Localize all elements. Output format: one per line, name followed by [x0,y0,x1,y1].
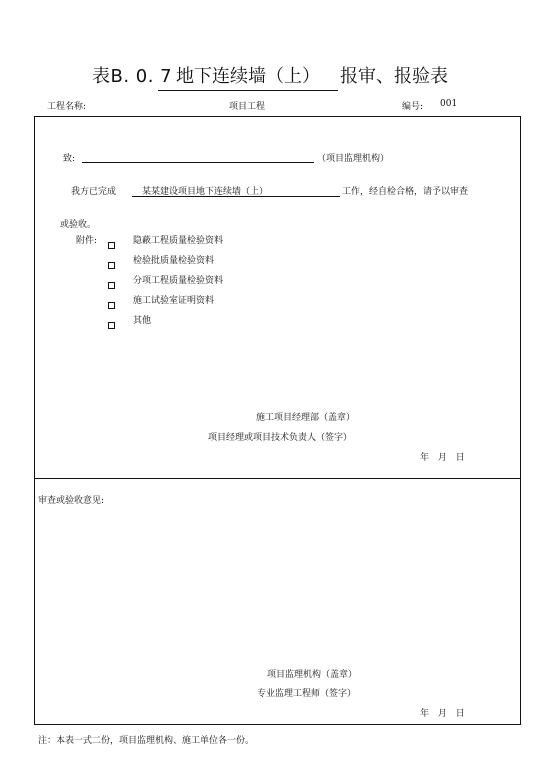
attachment-checkbox[interactable] [108,254,115,273]
attachment-item: 检验批质量检验资料 [133,256,215,266]
attachment-item: 其他 [133,316,152,326]
attachment-checkbox[interactable] [108,314,115,333]
attachment-item: 施工试验室证明资料 [133,296,215,306]
form-title-prefix: 表B. 0. 7 [92,66,173,87]
form-number-value: 001 [440,99,458,109]
attachment-checkbox[interactable] [108,274,115,293]
attachment-checkbox[interactable] [108,234,115,253]
contractor-signature-label: 项目经理或项目技术负责人（签字） [208,433,353,443]
contractor-seal-label: 施工项目经理部（盖章） [256,413,356,423]
supervision-date: 年 月 日 [420,709,465,719]
completed-after: 工作，经自检合格，请予以审查 [342,187,469,197]
form-title-suffix: 报审、报验表 [340,66,448,87]
supervision-seal-label: 项目监理机构（盖章） [267,670,358,680]
attachment-item: 隐蔽工程质量检验资料 [133,236,224,246]
to-org-text: （项目监理机构） [317,154,390,164]
completed-label: 我方已完成 [71,187,117,197]
project-name-label: 工程名称: [47,102,87,112]
section-divider [34,478,521,479]
attachment-label: 附件: [76,236,98,246]
engineer-signature-label: 专业监理工程师（签字） [257,689,357,699]
form-title [0,58,557,88]
footnote: 注：本表一式二份，项目监理机构、施工单位各一份。 [38,736,255,746]
attachment-item: 分项工程质量检验资料 [133,276,224,286]
to-label: 致: [63,154,76,164]
project-name-value: 项目工程 [229,102,266,112]
attachment-checkbox[interactable] [108,294,115,313]
form-title-name: 地下连续墙（上） [158,62,338,91]
review-opinion-label: 审查或验收意见: [38,496,105,506]
form-number-label: 编号: [402,102,424,112]
contractor-date: 年 月 日 [420,453,465,463]
continued-text: 或验收。 [60,220,97,230]
to-org-underline [82,162,314,163]
completed-work: 某某建设项目地下连续墙（上） [142,187,269,197]
